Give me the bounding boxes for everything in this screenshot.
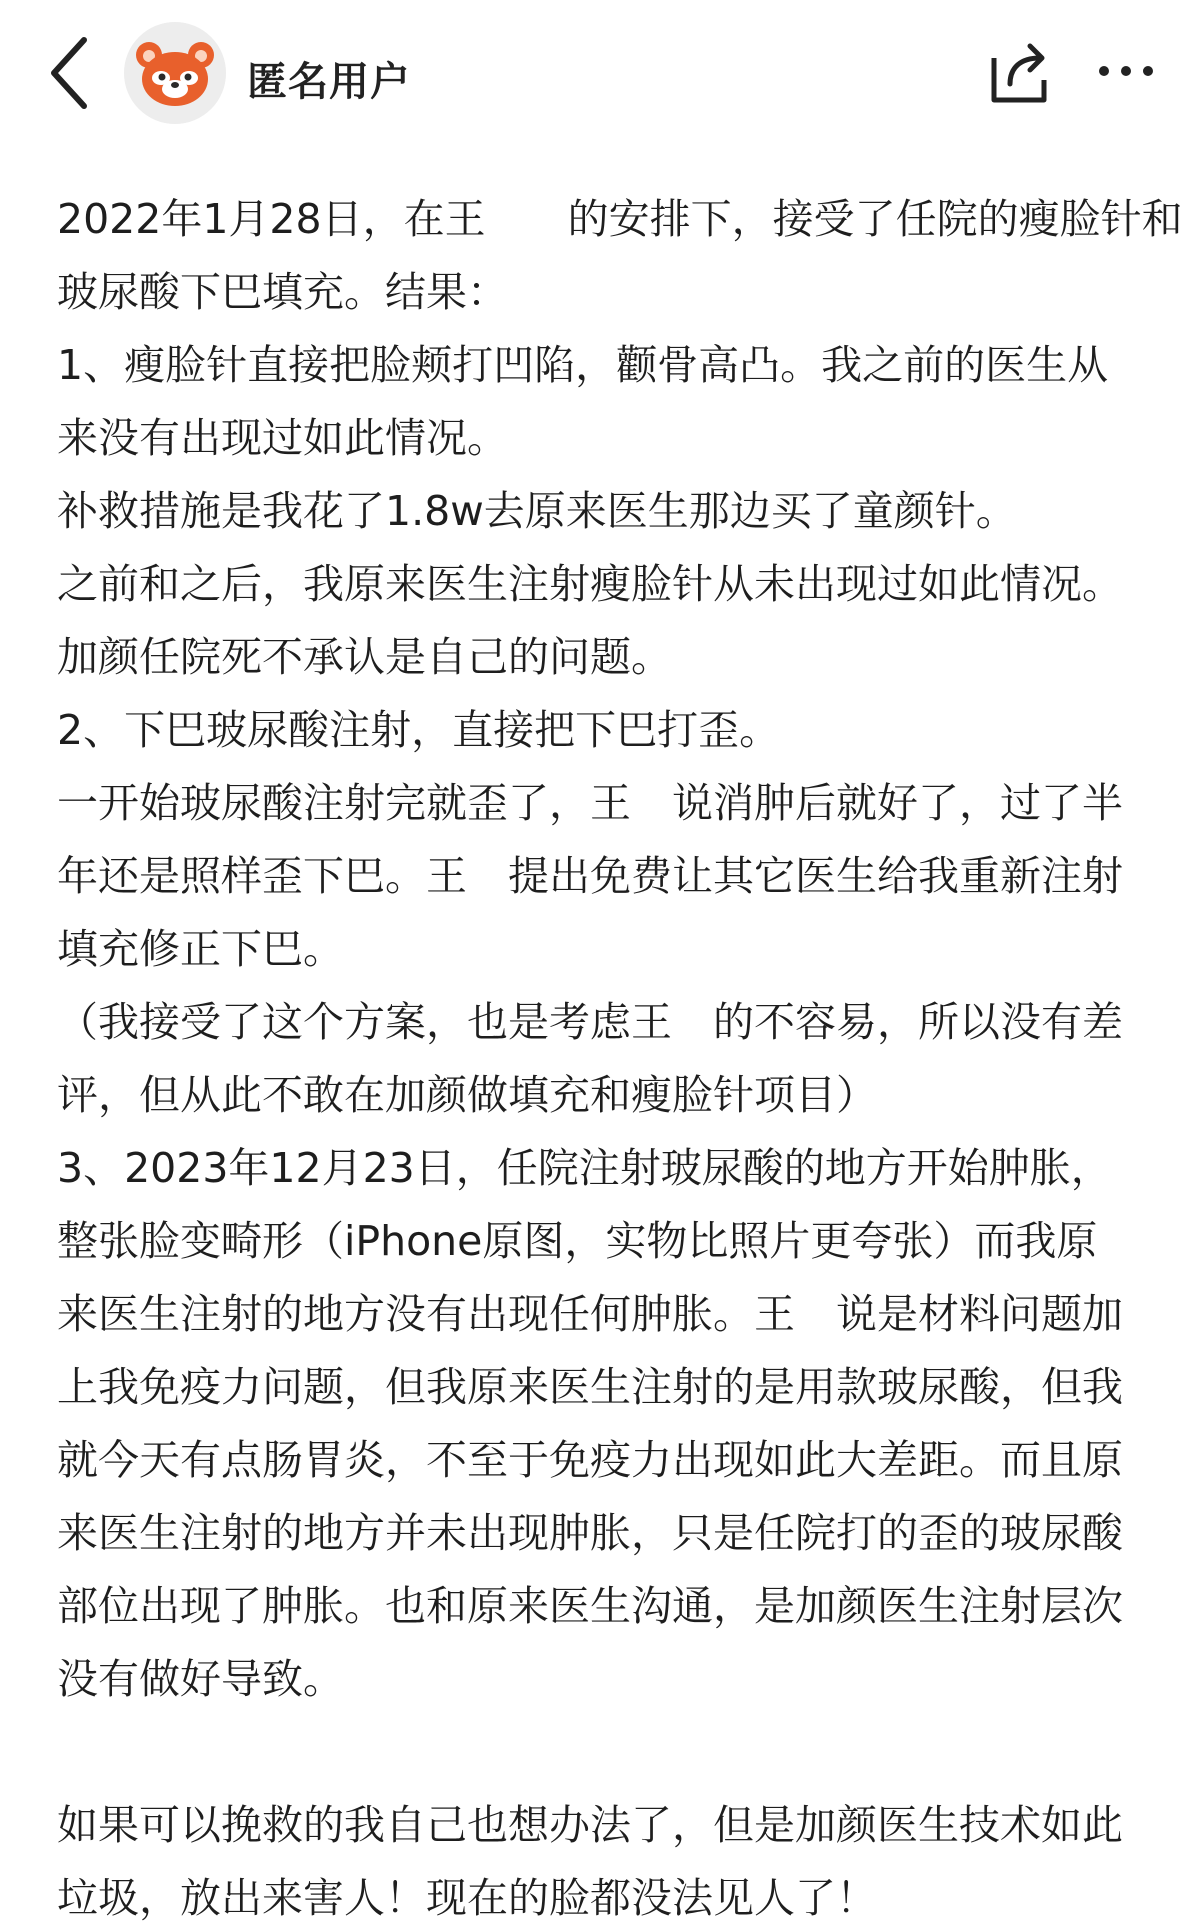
share-icon [986, 40, 1052, 106]
post-line: 加颜任院死不承认是自己的问题。 [57, 633, 672, 681]
username[interactable]: 匿名用户 [247, 59, 411, 105]
post-line: 3、2023年12月23日，任院注射玻尿酸的地方开始肿胀， [57, 1144, 1112, 1192]
post-line: 没有做好导致。 [57, 1655, 344, 1703]
red-panda-avatar-icon [124, 22, 226, 124]
post-line: 来医生注射的地方没有出现任何肿胀。王 说是材料问题加 [57, 1290, 1123, 1338]
back-button[interactable] [44, 34, 98, 112]
post-line: 之前和之后，我原来医生注射瘦脸针从未出现过如此情况。 [57, 560, 1123, 608]
post-line: 整张脸变畸形（iPhone原图，实物比照片更夸张）而我原 [57, 1217, 1098, 1265]
post-line: 来没有出现过如此情况。 [57, 414, 508, 462]
post-line: 就今天有点肠胃炎，不至于免疫力出现如此大差距。而且原 [57, 1436, 1123, 1484]
chevron-left-icon [44, 34, 98, 112]
post-line: 来医生注射的地方并未出现肿胀，只是任院打的歪的玻尿酸 [57, 1509, 1123, 1557]
post-line: 2、下巴玻尿酸注射，直接把下巴打歪。 [57, 706, 781, 754]
post-line: 部位出现了肿胀。也和原来医生沟通，是加颜医生注射层次 [57, 1582, 1123, 1630]
post-line: 如果可以挽救的我自己也想办法了，但是加颜医生技术如此 [57, 1801, 1123, 1849]
avatar[interactable] [124, 22, 226, 124]
paragraph-gap [57, 1716, 1157, 1789]
post-line: 垃圾，放出来害人！现在的脸都没法见人了！ [57, 1874, 877, 1922]
post-line: 1、瘦脸针直接把脸颊打凹陷，颧骨高凸。我之前的医生从 [57, 341, 1109, 389]
post-line: 年还是照样歪下巴。王 提出免费让其它医生给我重新注射 [57, 852, 1123, 900]
post-line: 补救措施是我花了1.8w去原来医生那边买了童颜针。 [57, 487, 1017, 535]
post-line: 玻尿酸下巴填充。结果： [57, 268, 508, 316]
post-line: 一开始玻尿酸注射完就歪了，王 说消肿后就好了，过了半 [57, 779, 1123, 827]
top-bar [0, 0, 1200, 150]
post-body [57, 183, 1183, 1923]
post-line: 填充修正下巴。 [57, 925, 344, 973]
share-button[interactable] [986, 40, 1052, 106]
more-button[interactable] [1096, 56, 1156, 86]
more-dots-icon [1096, 56, 1156, 86]
post-line: 上我免疫力问题，但我原来医生注射的是用款玻尿酸，但我 [57, 1363, 1123, 1411]
post-line: （我接受了这个方案，也是考虑王 的不容易，所以没有差 [57, 998, 1123, 1046]
post-line: 2022年1月28日，在王 的安排下，接受了任院的瘦脸针和 [57, 195, 1183, 243]
post-line: 评，但从此不敢在加颜做填充和瘦脸针项目） [57, 1071, 877, 1119]
